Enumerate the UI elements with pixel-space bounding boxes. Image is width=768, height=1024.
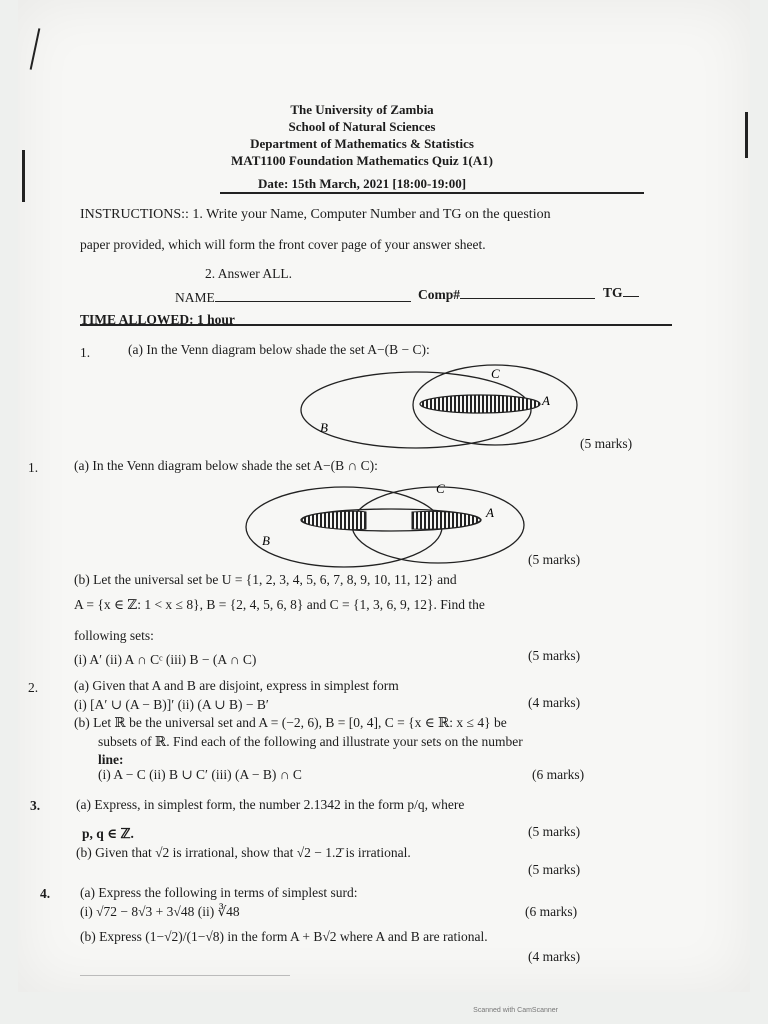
instructions-line-2: paper provided, which will form the front cover page of your answer sheet. xyxy=(80,237,486,252)
q3a-marks: (5 marks) xyxy=(528,824,581,839)
q1b-line-3: following sets: xyxy=(74,628,154,643)
q1-number: 1. xyxy=(80,345,91,360)
q1-alt-number: 1. xyxy=(28,460,39,475)
comp-field[interactable] xyxy=(418,287,595,303)
q3a-line-2: p, q ∈ ℤ. xyxy=(82,826,134,841)
q4b-marks: (4 marks) xyxy=(528,949,581,964)
q1b-line-1: (b) Let the universal set be U = {1, 2, 3, 4, 5, 6, 7, 8, 9, 10, 11, 12} and xyxy=(74,572,457,587)
q1-alt-text: (a) In the Venn diagram below shade the set A−(B ∩ C): xyxy=(74,458,378,473)
q4a-line-2: (i) √72 − 8√3 + 3√48 (ii) ∛48 xyxy=(80,904,240,919)
q2a-line-2: (i) [A′ ∪ (A − B)]′ (ii) (A ∪ B) − B′ xyxy=(74,697,269,712)
q3b-marks: (5 marks) xyxy=(528,862,581,877)
time-allowed: TIME ALLOWED: 1 hour xyxy=(80,312,235,327)
right-edge-mark xyxy=(745,112,748,158)
q1b-line-2: A = {x ∈ ℤ: 1 < x ≤ 8}, B = {2, 4, 5, 6, 8} and C = {1, 3, 6, 9, 12}. Find the xyxy=(74,597,485,612)
instructions-line-1: INSTRUCTIONS:: 1. Write your Name, Computer Number and TG on the question xyxy=(80,207,551,222)
q4a-line-1: (a) Express the following in terms of simplest surd: xyxy=(80,885,358,900)
venn1-label-b: B xyxy=(320,420,328,435)
q4a-marks: (6 marks) xyxy=(525,904,578,919)
exam-date: Date: 15th March, 2021 [18:00-19:00] xyxy=(257,176,467,191)
q1b-marks: (5 marks) xyxy=(528,648,581,663)
course-title: MAT1100 Foundation Mathematics Quiz 1(A1) xyxy=(231,153,493,168)
tg-label: TG xyxy=(603,285,623,300)
q3a-line-1: (a) Express, in simplest form, the number 2.1342 in the form p/q, where xyxy=(76,797,465,812)
department-title: Department of Mathematics & Statistics xyxy=(250,136,474,151)
q2a-line-1: (a) Given that A and B are disjoint, express in simplest form xyxy=(74,678,399,693)
q2-number: 2. xyxy=(28,680,39,695)
comp-label: Comp# xyxy=(418,287,461,302)
set-a-ellipse xyxy=(420,395,540,413)
scanner-watermark: Scanned with CamScanner xyxy=(473,1007,558,1014)
tg-field[interactable] xyxy=(603,285,639,301)
bottom-smudge xyxy=(80,975,290,976)
university-title: The University of Zambia xyxy=(290,102,434,117)
instructions-line-3: 2. Answer ALL. xyxy=(205,266,292,281)
q1-alt-marks: (5 marks) xyxy=(528,552,581,567)
header-rule xyxy=(220,192,644,194)
q1b-line-4: (i) A′ (ii) A ∩ Cᶜ (iii) B − (A ∩ C) xyxy=(74,652,257,667)
venn1-label-c: C xyxy=(491,366,500,381)
venn2-label-c: C xyxy=(436,481,445,496)
venn2-label-b: B xyxy=(262,533,270,548)
q4b-line-1: (b) Express (1−√2)/(1−√8) in the form A + B√2 where A and B are rational. xyxy=(80,929,488,944)
q2b-marks: (6 marks) xyxy=(532,767,585,782)
name-label: NAME xyxy=(175,290,215,305)
shaded-right-region xyxy=(412,511,481,529)
left-edge-mark xyxy=(22,150,25,202)
q2b-line-1: (b) Let ℝ be the universal set and A = (−2, 6), B = [0, 4], C = {x ∈ ℝ: x ≤ 4} be xyxy=(74,715,507,730)
q2b-line-4: (i) A − C (ii) B ∪ C′ (iii) (A − B) ∩ C xyxy=(98,767,302,782)
venn-diagram-2 xyxy=(244,477,534,573)
school-title: School of Natural Sciences xyxy=(288,119,436,134)
name-field[interactable] xyxy=(175,290,411,306)
q3b-line-1: (b) Given that √2 is irrational, show that √2 − 1.2̄ is irrational. xyxy=(76,845,411,860)
q1a-text: (a) In the Venn diagram below shade the set A−(B − C): xyxy=(128,342,430,357)
shaded-left-region xyxy=(302,511,366,529)
instructions-rule xyxy=(80,324,672,326)
q4-number: 4. xyxy=(40,886,51,901)
q1a-marks: (5 marks) xyxy=(580,436,633,451)
venn1-label-a: A xyxy=(542,393,550,408)
venn-diagram-1 xyxy=(298,360,588,450)
q3-number: 3. xyxy=(30,798,41,813)
venn2-label-a: A xyxy=(486,505,494,520)
q2a-marks: (4 marks) xyxy=(528,695,581,710)
q2b-line-3: line: xyxy=(98,752,124,767)
q2b-line-2: subsets of ℝ. Find each of the following and illustrate your sets on the number xyxy=(98,734,523,749)
